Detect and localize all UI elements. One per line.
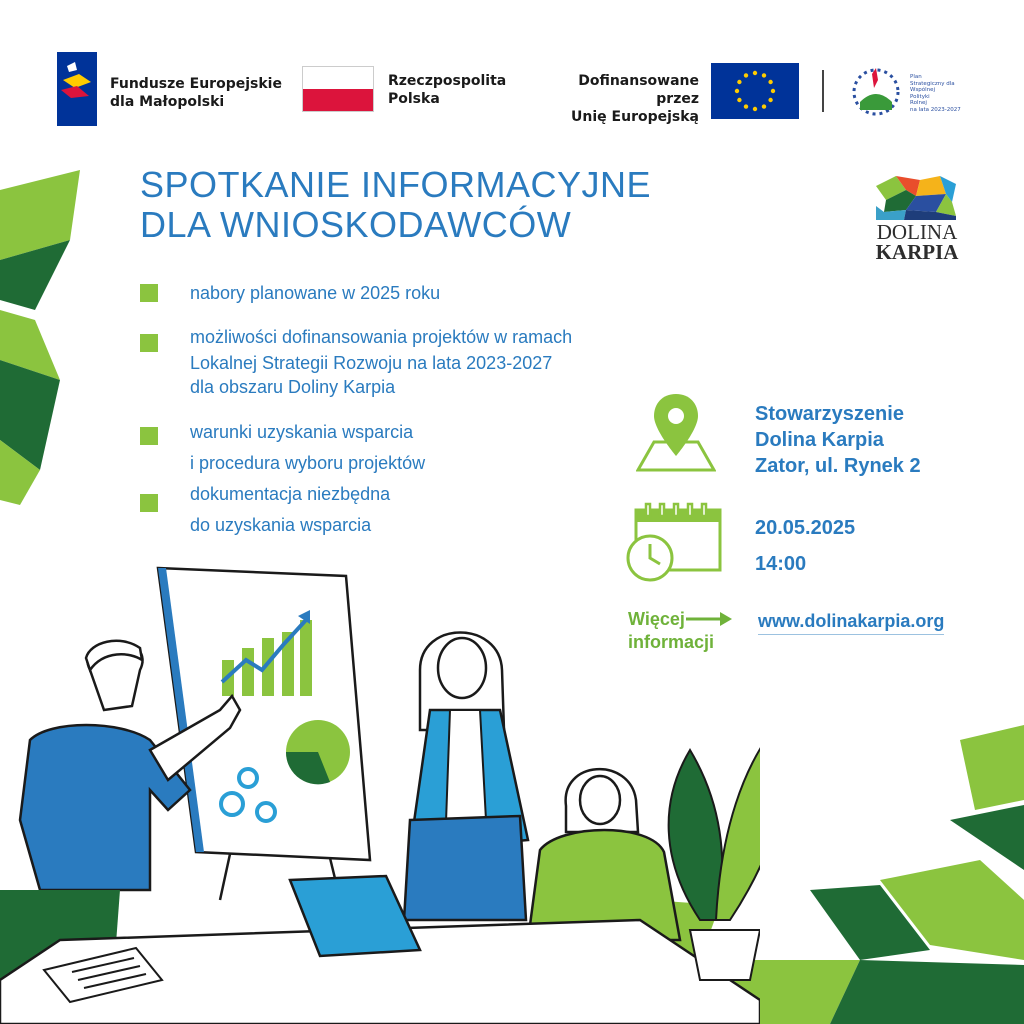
logo-divider bbox=[822, 70, 824, 112]
bullet-text-3-line2: i procedura wyboru projektów bbox=[190, 453, 426, 473]
psp-line5: Rolnej bbox=[910, 100, 927, 106]
bullet-square-2 bbox=[140, 334, 158, 352]
eu-star bbox=[771, 89, 775, 93]
bg-shape-left-1 bbox=[0, 170, 80, 260]
bullet-text-1: nabory planowane w 2025 roku bbox=[190, 283, 441, 303]
fe-logo-text bbox=[110, 75, 282, 111]
eu-star bbox=[768, 98, 772, 102]
bullet-text-2-line2: Lokalnej Strategii Rozwoju na lata 2023-2027 bbox=[190, 353, 553, 373]
eu-star bbox=[744, 104, 748, 108]
fe-logo-line2: dla Małopolski bbox=[110, 94, 225, 110]
website-link[interactable]: www.dolinakarpia.org bbox=[758, 610, 944, 635]
bg-shape-right-1 bbox=[960, 725, 1024, 810]
dk-line1: DOLINA bbox=[876, 220, 958, 244]
psp-line6: na lata 2023-2027 bbox=[910, 106, 961, 113]
woman-sitting-figure bbox=[528, 769, 680, 940]
dk-line2: KARPIA bbox=[875, 240, 959, 264]
eu-logo-line2: Unię Europejską bbox=[571, 109, 699, 125]
bullet-text-3-line1: warunki uzyskania wsparcia bbox=[190, 422, 414, 442]
woman-standing-figure bbox=[404, 633, 528, 921]
plant bbox=[669, 710, 760, 980]
eu-logo-text bbox=[534, 72, 699, 126]
rp-logo-text bbox=[388, 72, 506, 108]
psp-logo-icon bbox=[850, 66, 902, 118]
psp-line2: Strategiczny dla bbox=[910, 80, 955, 87]
bg-shape-right-2 bbox=[950, 805, 1024, 870]
bullet-square-1 bbox=[140, 284, 158, 302]
eu-star bbox=[737, 80, 741, 84]
eu-logo-line1: Dofinansowane przez bbox=[578, 73, 699, 107]
eu-star bbox=[762, 73, 766, 77]
bg-shape-right-6 bbox=[830, 960, 1024, 1024]
eu-star bbox=[735, 89, 739, 93]
eu-star bbox=[744, 73, 748, 77]
location-line1: Stowarzyszenie bbox=[755, 403, 904, 425]
bullet-text-2-line3: dla obszaru Doliny Karpia bbox=[190, 377, 396, 397]
title-line2: DLA WNIOSKODAWCÓW bbox=[140, 204, 572, 245]
poland-flag-icon bbox=[302, 66, 374, 112]
meeting-illustration bbox=[0, 560, 760, 1024]
more-info-line2: informacji bbox=[628, 632, 715, 652]
psp-line3: Wspólnej bbox=[910, 87, 936, 93]
fe-logo bbox=[57, 52, 97, 126]
dolina-karpia-logo-text bbox=[872, 222, 962, 262]
location-line2: Dolina Karpia bbox=[755, 429, 884, 451]
dolina-karpia-logo-icon bbox=[876, 176, 956, 220]
eu-star bbox=[753, 71, 757, 75]
bullet-text-2-line1: możliwości dofinansowania projektów w ramach bbox=[190, 327, 573, 347]
eu-star bbox=[762, 104, 766, 108]
event-time: 14:00 bbox=[755, 553, 807, 575]
page-title bbox=[140, 165, 780, 245]
rp-logo-line1: Rzeczpospolita bbox=[388, 73, 507, 89]
fe-logo-line1: Fundusze Europejskie bbox=[110, 76, 282, 92]
bullet-square-3 bbox=[140, 427, 158, 445]
more-info-line1: Więcej bbox=[628, 609, 685, 629]
eu-star bbox=[737, 98, 741, 102]
event-date: 20.05.2025 bbox=[755, 517, 856, 539]
title-line1: SPOTKANIE INFORMACYJNE bbox=[140, 164, 652, 205]
rp-logo-line2: Polska bbox=[388, 91, 440, 107]
eu-flag-icon bbox=[711, 63, 799, 119]
fe-logo-icon bbox=[57, 52, 97, 126]
psp-line4: Polityki bbox=[910, 93, 930, 100]
location-line3: Zator, ul. Rynek 2 bbox=[755, 455, 921, 477]
bullet-text-4-line2: do uzyskania wsparcia bbox=[190, 515, 372, 535]
bullet-text-4-line1: dokumentacja niezbędna bbox=[190, 484, 391, 504]
psp-line1: Plan bbox=[910, 74, 922, 80]
bullet-square-4 bbox=[140, 494, 158, 512]
eu-star bbox=[753, 107, 757, 111]
presentation-board bbox=[158, 568, 370, 860]
psp-logo-text bbox=[910, 74, 961, 113]
eu-star bbox=[768, 80, 772, 84]
map-pin-icon bbox=[636, 390, 716, 474]
